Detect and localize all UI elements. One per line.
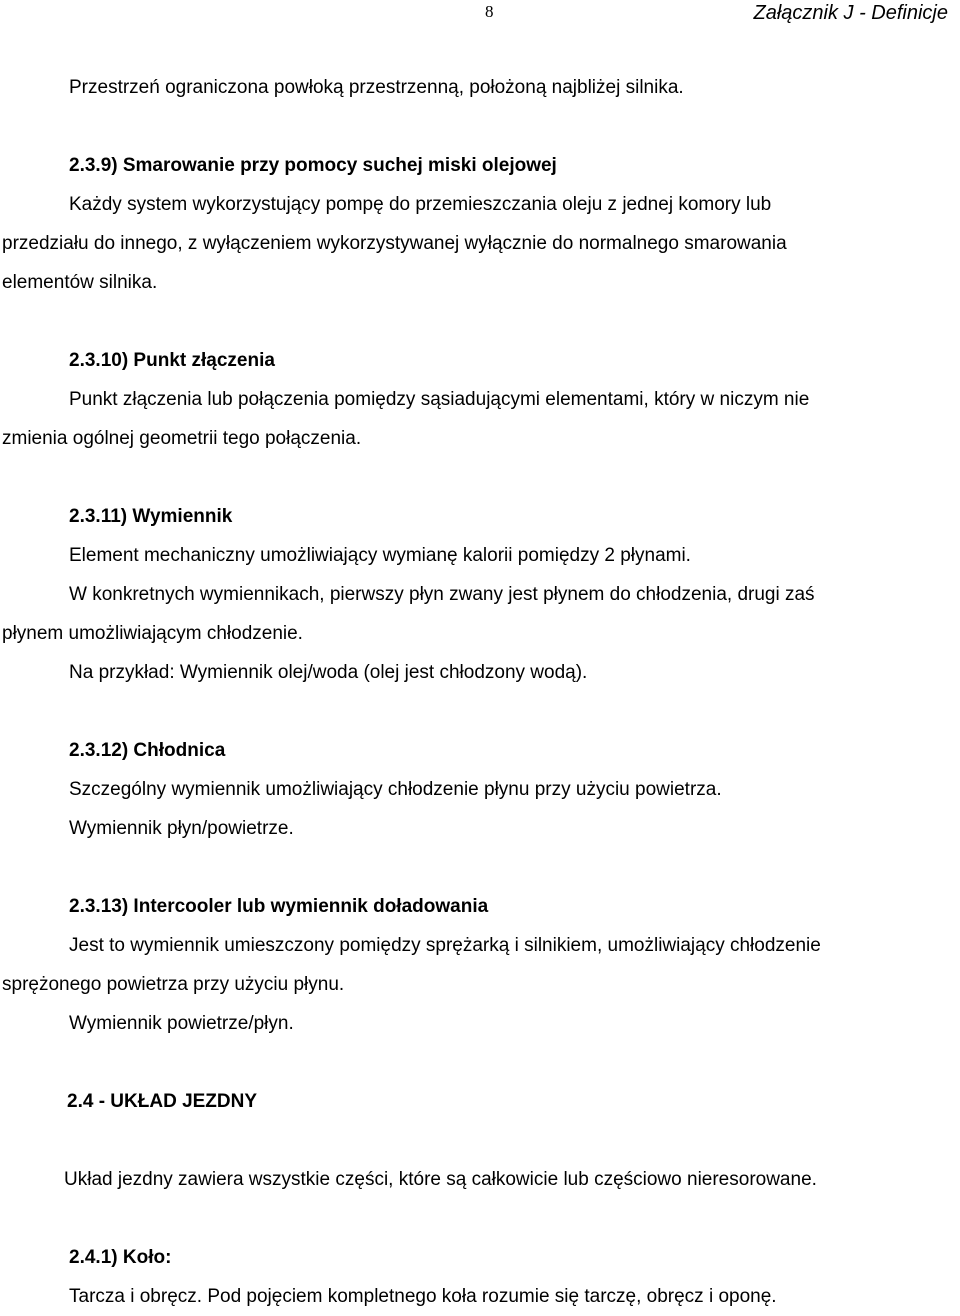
page-number: 8 xyxy=(485,2,494,21)
paragraph-line: Każdy system wykorzystujący pompę do przemieszczania oleju z jednej komory lub xyxy=(69,194,772,215)
paragraph-line: elementów silnika. xyxy=(2,272,158,293)
section-heading-2-3-9: 2.3.9) Smarowanie przy pomocy suchej miski olejowej xyxy=(69,155,557,176)
spacer xyxy=(2,848,958,887)
paragraph-line: W konkretnych wymiennikach, pierwszy płyn zwany jest płynem do chłodzenia, drugi zaś xyxy=(69,584,815,605)
paragraph-line: Punkt złączenia lub połączenia pomiędzy sąsiadującymi elementami, który w niczym nie xyxy=(69,389,810,410)
paragraph-line: Na przykład: Wymiennik olej/woda (olej jest chłodzony wodą). xyxy=(69,662,588,683)
paragraph-line: płynem umożliwiającym chłodzenie. xyxy=(2,623,303,644)
section-heading-2-3-10: 2.3.10) Punkt złączenia xyxy=(69,350,275,371)
paragraph-line: zmienia ogólnej geometrii tego połączenia. xyxy=(2,428,362,449)
spacer xyxy=(2,1199,958,1238)
paragraph-line: Tarcza i obręcz. Pod pojęciem kompletnego koła rozumie się tarczę, obręcz i oponę. xyxy=(69,1286,777,1307)
spacer xyxy=(2,458,958,497)
paragraph-line: Element mechaniczny umożliwiający wymianę kalorii pomiędzy 2 płynami. xyxy=(69,545,691,566)
running-header-title: Załącznik J - Definicje xyxy=(753,2,948,24)
spacer xyxy=(2,1043,958,1082)
spacer xyxy=(2,1121,958,1160)
paragraph-line: Jest to wymiennik umieszczony pomiędzy sprężarką i silnikiem, umożliwiający chłodzenie xyxy=(69,935,821,956)
paragraph-line: Układ jezdny zawiera wszystkie części, które są całkowicie lub częściowo nieresorowane. xyxy=(64,1169,817,1190)
section-heading-2-3-13: 2.3.13) Intercooler lub wymiennik doładowania xyxy=(69,896,489,917)
section-heading-2-3-12: 2.3.12) Chłodnica xyxy=(69,740,226,761)
section-heading-2-4: 2.4 - UKŁAD JEZDNY xyxy=(67,1091,258,1112)
paragraph-line: Wymiennik powietrze/płyn. xyxy=(69,1013,294,1034)
paragraph-line: Wymiennik płyn/powietrze. xyxy=(69,818,294,839)
document-body xyxy=(2,68,958,1316)
intro-paragraph: Przestrzeń ograniczona powłoką przestrzenną, położoną najbliżej silnika. xyxy=(69,77,684,98)
spacer xyxy=(2,692,958,731)
paragraph-line: Szczególny wymiennik umożliwiający chłodzenie płynu przy użyciu powietrza. xyxy=(69,779,722,800)
spacer xyxy=(2,107,958,146)
paragraph-line: przedziału do innego, z wyłączeniem wykorzystywanej wyłącznie do normalnego smarowania xyxy=(2,233,787,254)
section-heading-2-3-11: 2.3.11) Wymiennik xyxy=(69,506,233,527)
paragraph-line: sprężonego powietrza przy użyciu płynu. xyxy=(2,974,345,995)
spacer xyxy=(2,302,958,341)
section-heading-2-4-1: 2.4.1) Koło: xyxy=(69,1247,172,1268)
